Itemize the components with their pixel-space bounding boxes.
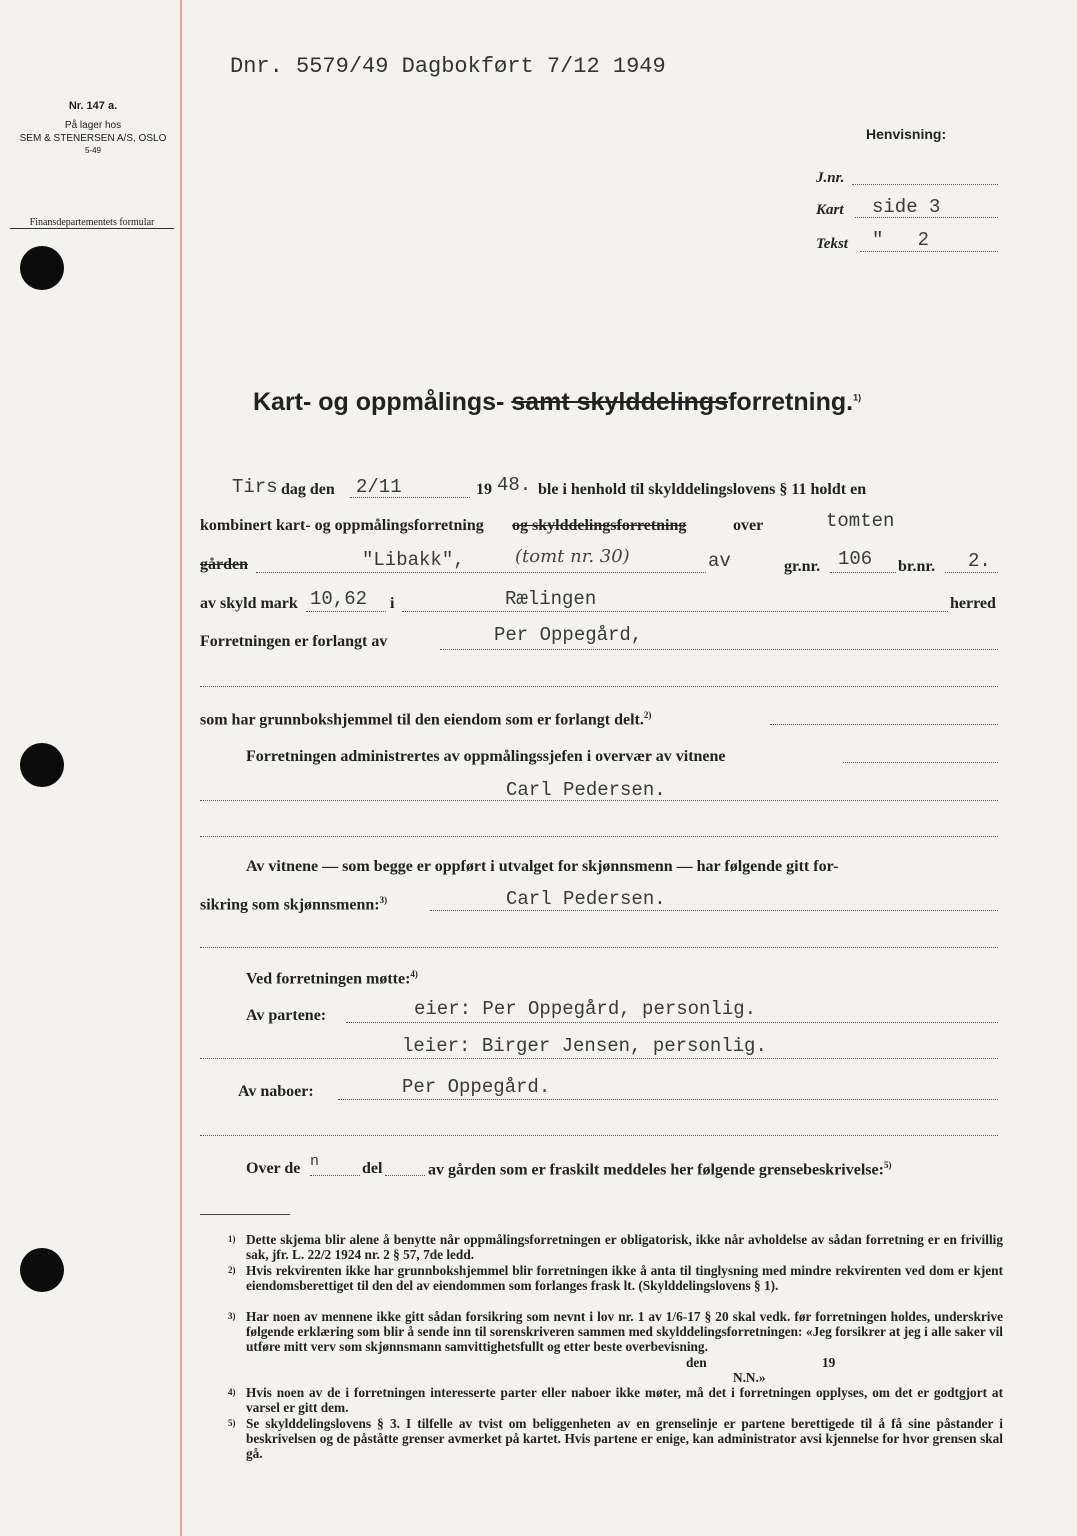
company-label: SEM & STENERSEN A/S, OSLO <box>19 133 167 144</box>
intro-text: ble i henhold til skylddelingslovens § 11 holdt en <box>538 481 867 498</box>
footnote-number: 4) <box>228 1387 236 1397</box>
intro-text: kombinert kart- og oppmålingsforretning <box>200 517 484 534</box>
brnr-value: 2. <box>968 550 991 572</box>
requested-field[interactable] <box>440 649 998 650</box>
footnote-year: 19 <box>822 1355 836 1370</box>
over-label: over <box>733 517 764 534</box>
footnote-number: 2) <box>228 1265 236 1275</box>
footnote-ref: 4) <box>410 969 418 979</box>
del-label: del <box>362 1160 383 1177</box>
margin-line <box>180 0 182 1536</box>
herred-label: herred <box>950 595 996 612</box>
form-date: 5-49 <box>84 146 101 155</box>
sikring-field[interactable] <box>430 910 998 911</box>
formular-label: Finansdepartementets formular <box>10 217 174 229</box>
partene-field-2[interactable] <box>200 1058 998 1059</box>
punch-hole <box>20 1248 64 1292</box>
grnr-field[interactable] <box>830 572 896 573</box>
sikring-field-2[interactable] <box>200 947 998 948</box>
i-label: i <box>390 595 395 612</box>
over-de-field[interactable] <box>310 1175 360 1176</box>
admin-field[interactable] <box>843 762 998 763</box>
grnr-value: 106 <box>838 548 873 570</box>
partene-label: Av partene: <box>246 1007 327 1024</box>
naboer-value: Per Oppegård. <box>402 1076 551 1098</box>
hjemmel-text <box>200 710 651 729</box>
mote-label: Ved forretningen møtte: <box>246 970 411 988</box>
year-value: 48. <box>497 474 532 496</box>
mote-text <box>246 969 418 988</box>
kart-field[interactable] <box>855 217 998 218</box>
tekst-label: Tekst <box>816 236 848 252</box>
over-de-value: n <box>310 1153 320 1170</box>
requested-value: Per Oppegård, <box>494 624 643 646</box>
tekst-value: " 2 <box>872 229 930 251</box>
footnote-text: Har noen av mennene ikke gitt sådan forsikring som nevnt i lov nr. 1 av 1/6-17 § 20 skal vedk. før forretningen holdes, underskrive følgende erklæring som blir å sende inn til sorenskriveren sammen med skylddelingsforretningen: «Jeg forsikrer at jeg i alle saker vil utføre mitt verv som skjønnsmann samvittighetsfullt og etter beste overbevisning. <box>246 1309 1003 1355</box>
footnote-number: 5) <box>228 1418 236 1428</box>
title-part: forretning. <box>728 388 854 416</box>
del-field[interactable] <box>385 1175 425 1176</box>
requested-field-2[interactable] <box>200 686 998 687</box>
footnote-ref: 2) <box>643 710 652 720</box>
stock-label: På lager hos <box>64 120 122 131</box>
footnote <box>228 1385 1003 1415</box>
struck-text: og skylddelingsforretning <box>512 517 687 534</box>
footnote-text: Hvis noen av de i forretningen interesserte parter eller naboer ikke møter, må det i forretningen opplyses, om det er godtgjort at varsel er gitt dem. <box>246 1385 1003 1416</box>
herred-value: Rælingen <box>505 588 597 610</box>
witness-value: Carl Pedersen. <box>506 779 666 801</box>
herred-field[interactable] <box>402 611 948 612</box>
naboer-label: Av naboer: <box>238 1083 314 1100</box>
footnote-number: 1) <box>228 1234 236 1244</box>
punch-hole <box>20 743 64 787</box>
sikring-label: sikring som skjønnsmenn: <box>200 896 380 914</box>
naboer-field[interactable] <box>338 1099 998 1100</box>
footnote-ref: 3) <box>379 895 388 905</box>
hjemmel-label: som har grunnbokshjemmel til den eiendom som er forlangt delt. <box>200 711 644 729</box>
witness-field[interactable] <box>200 800 998 801</box>
jnr-field[interactable] <box>852 184 998 185</box>
witness-field-2[interactable] <box>200 836 998 837</box>
footnote-text: Se skylddelingslovens § 3. I tilfelle av tvist om beliggenheten av en grenselinje er partene berettigede til å få sine påstander i beskrivelsen og de påståtte grenser avmerket på kartet. Hvis partene er enige, kan administrator avsi kjennelse for hvor grensen skal gå. <box>246 1416 1003 1462</box>
document-title <box>253 388 861 417</box>
skyld-value: 10,62 <box>310 588 368 610</box>
admin-text: Forretningen administrertes av oppmålingssjefen i overvær av vitnene <box>246 748 726 765</box>
naboer-field-2[interactable] <box>200 1135 998 1136</box>
footnote-ref: 1) <box>853 392 862 403</box>
skyld-field[interactable] <box>306 611 386 612</box>
handwritten-note: (tomt nr. 30) <box>515 546 630 567</box>
diary-stamp: Dnr. 5579/49 Dagbokført 7/12 1949 <box>230 54 666 79</box>
kart-label: Kart <box>816 202 844 218</box>
skyld-label: av skyld mark <box>200 595 298 612</box>
form-number: Nr. 147 a. <box>68 100 118 112</box>
hjemmel-field[interactable] <box>770 724 998 725</box>
tekst-field[interactable] <box>860 251 998 252</box>
kart-value: side 3 <box>872 196 941 218</box>
footnote-ref: 5) <box>883 1160 892 1170</box>
footnote-text: Dette skjema blir alene å benytte når oppmålingsforretningen er obligatorisk, ikke når avholdelse av sådan forretning er en frivillig sak, jfr. L. 22/2 1924 nr. 2 § 57, 7de ledd. <box>246 1232 1003 1263</box>
footnote-text: Hvis rekvirenten ikke har grunnbokshjemmel blir forretningen ikke å anta til tinglysning med mindre rekvirenten ved dom er kjent eiendomsberettiget til den del av eiendommen som forlanges frask lt. (Skylddelingslovens § 1). <box>246 1263 1003 1294</box>
footnote-separator <box>200 1214 290 1215</box>
vitner-text: Av vitnene — som begge er oppført i utvalget for skjønnsmenn — har følgende gitt for- <box>246 858 839 875</box>
over-de-label: Over de <box>246 1160 301 1177</box>
title-part: Kart- og oppmålings- <box>253 388 505 416</box>
footnote <box>228 1232 1003 1262</box>
farm-field[interactable] <box>256 572 706 573</box>
footnote <box>228 1416 1003 1462</box>
grnr-label: gr.nr. <box>784 558 821 575</box>
property-type-value: tomten <box>826 510 895 532</box>
sikring-value: Carl Pedersen. <box>506 888 666 910</box>
party-owner: eier: Per Oppegård, personlig. <box>414 998 757 1020</box>
grensebeskrivelse-label: av gården som er fraskilt meddeles her følgende grensebeskrivelse: <box>428 1161 884 1179</box>
party-tenant: leier: Birger Jensen, personlig. <box>402 1035 767 1057</box>
partene-field[interactable] <box>346 1022 998 1023</box>
footnote-den: den <box>686 1355 707 1370</box>
date-value: 2/11 <box>356 476 402 498</box>
year-prefix: 19 <box>476 481 492 498</box>
reference-title: Henvisning: <box>866 126 947 142</box>
day-value: Tirs <box>232 476 278 498</box>
footnote <box>228 1309 1003 1355</box>
jnr-label: J.nr. <box>816 170 845 186</box>
footnote-signature: N.N.» <box>733 1370 766 1385</box>
footnote <box>228 1263 1003 1293</box>
last-text <box>428 1160 891 1179</box>
sikring-text <box>200 895 387 914</box>
av-label: av <box>708 550 731 572</box>
brnr-field[interactable] <box>945 572 998 573</box>
punch-hole <box>20 246 64 290</box>
day-label: dag den <box>281 481 335 498</box>
farm-name: "Libakk", <box>362 549 465 571</box>
brnr-label: br.nr. <box>898 558 936 575</box>
title-struck: samt skylddelings <box>511 388 729 416</box>
garden-label: gården <box>200 556 248 573</box>
requested-label: Forretningen er forlangt av <box>200 633 388 650</box>
footnote-number: 3) <box>228 1311 236 1321</box>
